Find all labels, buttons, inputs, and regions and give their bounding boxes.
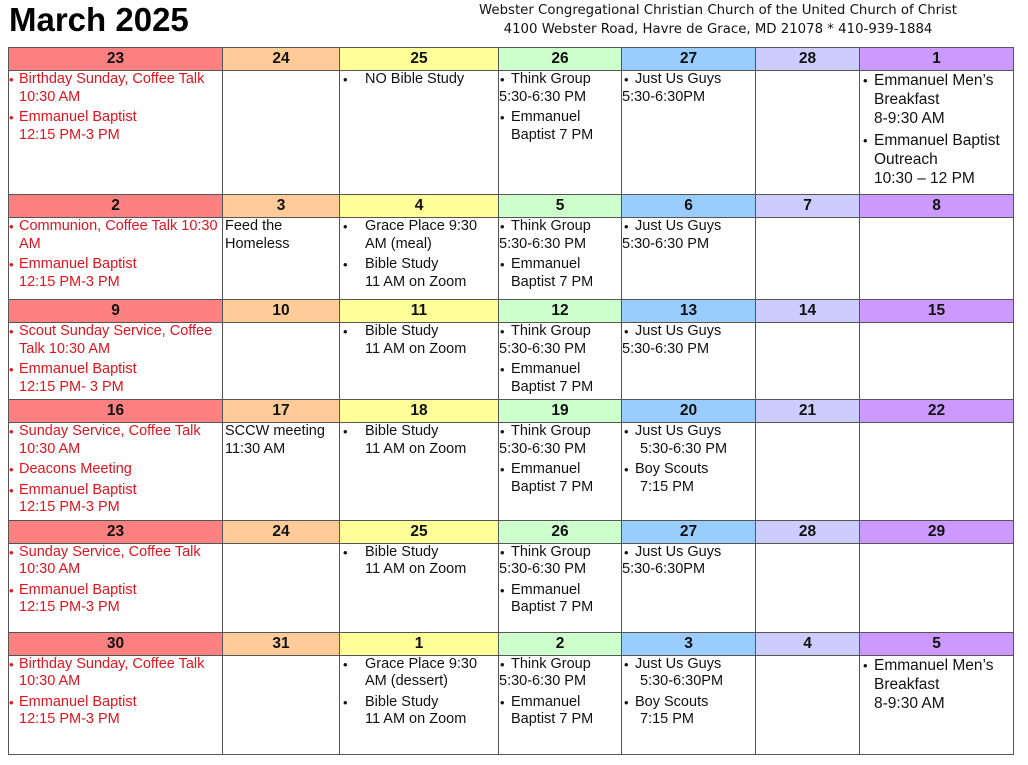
day-cell-monday (223, 71, 340, 195)
day-cell-wednesday (499, 423, 622, 521)
day-cell-saturday (860, 423, 1014, 521)
thu-event-list (499, 218, 621, 291)
fri-event-list (622, 71, 755, 106)
date-header: 4 (756, 632, 860, 655)
date-header: 9 (9, 300, 223, 323)
date-header: 17 (223, 400, 340, 423)
day-cell-friday (756, 218, 860, 300)
event-title: Bible Study (365, 323, 439, 339)
date-header: 6 (622, 195, 756, 218)
day-cell-friday (756, 71, 860, 195)
date-header: 27 (622, 520, 756, 543)
date-header: 7 (756, 195, 860, 218)
event-title: Just Us Guys (635, 423, 722, 439)
event-item (340, 218, 498, 253)
event-item (622, 71, 755, 106)
date-header: 30 (9, 632, 223, 655)
date-header: 27 (622, 48, 756, 71)
day-cell-tuesday (340, 655, 499, 754)
event-time: 5:30-6:30 PM (499, 561, 587, 577)
event-time: 5:30-6:30 PM (499, 673, 587, 689)
date-header: 14 (756, 300, 860, 323)
sun-event-list (9, 71, 222, 144)
event-time: 11 AM on Zoom (365, 273, 467, 290)
event-title: Think Group (511, 218, 591, 234)
calendar-grid (8, 47, 1014, 755)
date-header: 2 (499, 632, 622, 655)
event-time: 5:30-6:30 PM (622, 340, 710, 357)
day-cell-friday (756, 323, 860, 400)
week-header-row (9, 400, 1014, 423)
day-cell-monday (223, 655, 340, 754)
church-name: Webster Congregational Christian Church of the United Church of Christ (479, 3, 957, 18)
event-item (499, 71, 621, 106)
day-cell-friday (756, 423, 860, 521)
day-cell-wednesday (499, 218, 622, 300)
event-title: Think Group (511, 71, 591, 87)
event-time: 11 AM on Zoom (365, 340, 467, 357)
event-time: 5:30-6:30 PM (622, 235, 710, 252)
thu-event-list (499, 71, 621, 144)
day-cell-thursday (622, 218, 756, 300)
event-title: Birthday Sunday, Coffee Talk 10:30 AM (19, 71, 205, 105)
sun-event-list (9, 423, 222, 517)
date-header: 29 (860, 520, 1014, 543)
event-title: Emmanuel Men’s Breakfast (874, 656, 994, 693)
event-time: 5:30-6:30 PM (499, 88, 587, 105)
event-title: Just Us Guys (635, 323, 722, 339)
event-title: Sunday Service, Coffee Talk 10:30 AM (19, 543, 201, 577)
event-title: NO Bible Study (365, 71, 465, 87)
event-title: Emmanuel Baptist (19, 581, 137, 598)
event-title: Bible Study (365, 256, 439, 272)
thu-event-list (499, 544, 621, 617)
event-title: Just Us Guys (635, 71, 722, 87)
sat-event-list (860, 656, 1013, 713)
event-item (340, 71, 498, 89)
week-header-row (9, 632, 1014, 655)
event-item (9, 461, 222, 479)
event-title: Emmanuel Baptist 7 PM (511, 581, 594, 615)
week-header-row (9, 300, 1014, 323)
event-time: 11 AM on Zoom (365, 711, 467, 727)
event-item (499, 694, 621, 729)
thu-event-list (499, 423, 621, 496)
week-header-row (9, 520, 1014, 543)
day-cell-thursday (622, 543, 756, 632)
date-header: 24 (223, 520, 340, 543)
event-title: Just Us Guys (635, 543, 722, 560)
event-item (499, 218, 621, 253)
date-header: 3 (622, 632, 756, 655)
event-title: Boy Scouts (635, 693, 709, 710)
event-title: Bible Study (365, 693, 439, 710)
date-header: 3 (223, 195, 340, 218)
day-cell-thursday (622, 323, 756, 400)
sun-event-list (9, 218, 222, 291)
event-title: Emmanuel Baptist (19, 256, 137, 272)
date-header: 22 (860, 400, 1014, 423)
event-title: Emmanuel Baptist 7 PM (511, 461, 594, 495)
event-title: Emmanuel Baptist 7 PM (511, 361, 594, 395)
church-header (468, 1, 968, 39)
day-cell-monday (223, 218, 340, 300)
date-header: 4 (340, 195, 499, 218)
wed-event-list (340, 544, 498, 579)
wed-event-list (340, 423, 498, 458)
event-item (9, 423, 222, 458)
event-item (499, 582, 621, 617)
event-item (499, 323, 621, 358)
event-item (860, 656, 1013, 713)
event-title: Sunday Service, Coffee Talk 10:30 AM (19, 423, 201, 457)
event-item (9, 323, 222, 358)
event-item (340, 544, 498, 579)
day-cell-saturday (860, 71, 1014, 195)
event-item (9, 109, 222, 144)
event-title: Just Us Guys (635, 655, 722, 672)
day-cell-tuesday (340, 71, 499, 195)
event-title: Grace Place 9:30 AM (dessert) (365, 655, 478, 689)
event-item (499, 361, 621, 396)
date-header: 18 (340, 400, 499, 423)
fri-event-list (622, 423, 755, 496)
day-cell-tuesday (340, 218, 499, 300)
fri-event-list (622, 218, 755, 253)
event-item (9, 694, 222, 729)
event-time: 11 AM on Zoom (365, 440, 467, 457)
sun-event-list (9, 323, 222, 396)
event-time: 5:30-6:30 PM (499, 235, 587, 252)
event-title: Emmanuel Baptist 7 PM (511, 693, 594, 727)
date-header: 1 (340, 632, 499, 655)
date-header: 16 (9, 400, 223, 423)
event-item (499, 256, 621, 291)
date-header: 5 (860, 632, 1014, 655)
fri-event-list (622, 544, 755, 579)
wed-event-list (340, 656, 498, 729)
day-cell-sunday (9, 71, 223, 195)
day-cell-tuesday (340, 543, 499, 632)
date-header: 24 (223, 48, 340, 71)
event-item (9, 218, 222, 253)
event-title: Bible Study (365, 423, 439, 439)
event-item (9, 71, 222, 106)
event-time: 10:30 – 12 PM (874, 170, 975, 187)
date-header: 10 (223, 300, 340, 323)
event-item (9, 361, 222, 396)
event-title: Think Group (511, 655, 591, 672)
event-time: 5:30-6:30 PM (499, 440, 587, 457)
day-cell-wednesday (499, 71, 622, 195)
day-cell-monday (223, 543, 340, 632)
thu-event-list (499, 656, 621, 729)
event-item (622, 544, 755, 579)
date-header: 25 (340, 520, 499, 543)
wed-event-list (340, 218, 498, 291)
event-title: Emmanuel Baptist 7 PM (511, 256, 594, 290)
day-cell-thursday (622, 423, 756, 521)
event-title: Emmanuel Baptist (19, 481, 137, 498)
date-header: 20 (622, 400, 756, 423)
fri-event-list (622, 323, 755, 358)
thu-event-list (499, 323, 621, 396)
date-header: 12 (499, 300, 622, 323)
event-item (340, 323, 498, 358)
date-header: 8 (860, 195, 1014, 218)
event-time: 5:30-6:30PM (622, 88, 706, 105)
day-cell-monday (223, 323, 340, 400)
event-item (340, 256, 498, 291)
monday-event: SCCW meeting 11:30 AM (225, 423, 325, 457)
event-time: 7:15 PM (640, 478, 694, 495)
date-header: 28 (756, 48, 860, 71)
event-time: 7:15 PM (640, 711, 694, 727)
day-cell-tuesday (340, 323, 499, 400)
event-title: Emmanuel Baptist Outreach (874, 132, 1000, 168)
day-cell-friday (756, 543, 860, 632)
event-title: Communion, Coffee Talk 10:30 AM (19, 218, 218, 252)
sun-event-list (9, 656, 222, 729)
date-header: 11 (340, 300, 499, 323)
date-header: 5 (499, 195, 622, 218)
event-title: Emmanuel Baptist (19, 109, 137, 125)
date-header: 23 (9, 48, 223, 71)
day-cell-tuesday (340, 423, 499, 521)
event-item (860, 131, 1013, 188)
event-title: Emmanuel Baptist 7 PM (511, 109, 594, 143)
event-item (622, 323, 755, 358)
event-time: 11 AM on Zoom (365, 561, 467, 577)
event-title: Boy Scouts (635, 461, 709, 477)
day-cell-wednesday (499, 323, 622, 400)
event-title: Just Us Guys (635, 218, 722, 234)
event-title: Think Group (511, 423, 591, 439)
event-title: Deacons Meeting (19, 461, 132, 477)
event-title: Emmanuel Baptist (19, 693, 137, 710)
event-item (9, 544, 222, 579)
event-item (499, 544, 621, 579)
day-cell-wednesday (499, 543, 622, 632)
event-time: 5:30-6:30 PM (640, 440, 728, 457)
week-events-row (9, 218, 1014, 300)
date-header: 26 (499, 48, 622, 71)
event-title: Emmanuel Men’s Breakfast (874, 72, 994, 108)
event-time: 8-9:30 AM (874, 694, 945, 712)
day-cell-wednesday (499, 655, 622, 754)
week-events-row (9, 423, 1014, 521)
event-item (860, 71, 1013, 128)
date-header: 21 (756, 400, 860, 423)
event-item (340, 423, 498, 458)
date-header: 23 (9, 520, 223, 543)
event-item (499, 109, 621, 144)
day-cell-sunday (9, 218, 223, 300)
event-item (499, 656, 621, 691)
date-header: 28 (756, 520, 860, 543)
wed-event-list (340, 71, 498, 89)
event-item (9, 582, 222, 617)
event-time: 12:15 PM-3 PM (19, 599, 120, 615)
event-item (499, 461, 621, 496)
event-item (622, 218, 755, 253)
event-time: 12:15 PM-3 PM (19, 711, 120, 727)
event-item (9, 256, 222, 291)
date-header: 25 (340, 48, 499, 71)
date-header: 15 (860, 300, 1014, 323)
week-header-row (9, 195, 1014, 218)
event-time: 8-9:30 AM (874, 110, 945, 127)
sun-event-list (9, 544, 222, 617)
monday-event: Feed the Homeless (225, 218, 290, 252)
date-header: 31 (223, 632, 340, 655)
event-item (622, 423, 755, 458)
sat-event-list (860, 71, 1013, 188)
date-header: 19 (499, 400, 622, 423)
event-title: Scout Sunday Service, Coffee Talk 10:30 AM (19, 323, 213, 357)
page-title: March 2025 (9, 1, 189, 38)
event-item (499, 423, 621, 458)
day-cell-friday (756, 655, 860, 754)
day-cell-monday (223, 423, 340, 521)
date-header: 26 (499, 520, 622, 543)
event-title: Emmanuel Baptist (19, 361, 137, 377)
event-item (622, 461, 755, 496)
event-time: 12:15 PM-3 PM (19, 273, 120, 290)
day-cell-thursday (622, 71, 756, 195)
week-events-row (9, 323, 1014, 400)
date-header: 1 (860, 48, 1014, 71)
event-time: 12:15 PM-3 PM (19, 126, 120, 143)
week-events-row (9, 71, 1014, 195)
event-time: 5:30-6:30 PM (499, 340, 587, 357)
day-cell-sunday (9, 423, 223, 521)
event-time: 5:30-6:30PM (640, 673, 724, 689)
event-time: 5:30-6:30PM (622, 561, 706, 577)
event-item (9, 656, 222, 691)
day-cell-saturday (860, 218, 1014, 300)
day-cell-saturday (860, 323, 1014, 400)
day-cell-sunday (9, 543, 223, 632)
week-events-row (9, 655, 1014, 754)
week-header-row (9, 48, 1014, 71)
day-cell-sunday (9, 323, 223, 400)
event-item (340, 656, 498, 691)
fri-event-list (622, 656, 755, 729)
event-time: 12:15 PM-3 PM (19, 499, 120, 515)
event-title: Bible Study (365, 543, 439, 560)
day-cell-saturday (860, 543, 1014, 632)
wed-event-list (340, 323, 498, 358)
event-title: Think Group (511, 323, 591, 339)
week-events-row (9, 543, 1014, 632)
event-title: Grace Place 9:30 AM (meal) (365, 218, 478, 252)
event-title: Think Group (511, 543, 591, 560)
date-header: 2 (9, 195, 223, 218)
date-header: 13 (622, 300, 756, 323)
event-item (9, 482, 222, 517)
event-item (622, 656, 755, 691)
day-cell-sunday (9, 655, 223, 754)
church-address: 4100 Webster Road, Havre de Grace, MD 21078 * 410-939-1884 (503, 22, 933, 37)
event-title: Birthday Sunday, Coffee Talk 10:30 AM (19, 655, 205, 689)
event-item (622, 694, 755, 729)
day-cell-saturday (860, 655, 1014, 754)
day-cell-thursday (622, 655, 756, 754)
event-item (340, 694, 498, 729)
event-time: 12:15 PM- 3 PM (19, 378, 124, 395)
